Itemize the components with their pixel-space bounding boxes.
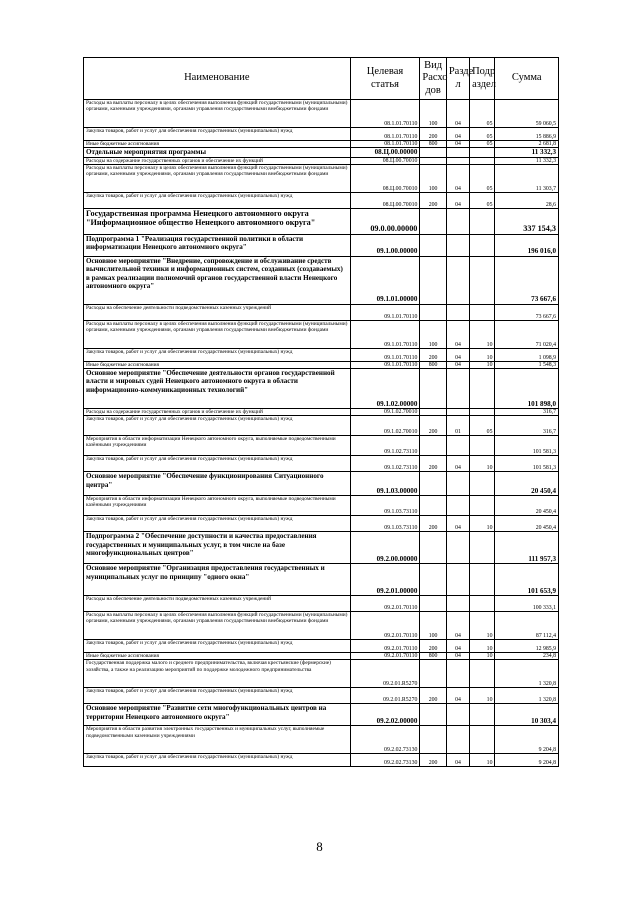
cell-name: Закупка товаров, работ и услуг для обеспечения государственных (муниципальных) нужд <box>84 348 351 361</box>
cell-code: 09.2.02.00000 <box>350 704 420 726</box>
cell-podr: 05 <box>470 416 495 436</box>
cell-razd: 04 <box>446 164 469 192</box>
cell-name: Закупка товаров, работ и услуг для обеспечения государственных (муниципальных) нужд <box>84 640 351 653</box>
cell-sum: 111 957,3 <box>495 532 559 564</box>
cell-podr: 10 <box>470 612 495 640</box>
cell-vid <box>420 369 446 409</box>
cell-sum: 11 332,3 <box>495 148 559 157</box>
cell-sum: 11 332,3 <box>495 157 559 164</box>
page-number: 8 <box>316 839 323 854</box>
cell-razd: 04 <box>446 320 469 348</box>
cell-name: Основное мероприятие "Обеспечение функционирования Ситуационного центра" <box>84 472 351 496</box>
cell-name: Расходы на выплаты персоналу в целях обеспечения выполнения функций государственными (муниципальными) органами, казенными учреждениями, органами управления государственными внебюджетными фондами <box>84 612 351 640</box>
cell-razd: 01 <box>446 416 469 436</box>
cell-sum: 11 303,7 <box>495 164 559 192</box>
cell-vid: 200 <box>420 456 446 472</box>
cell-razd: 04 <box>446 128 469 141</box>
cell-vid <box>420 496 446 516</box>
cell-name: Подпрограмма 2 "Обеспечение доступности и качества предоставления государственных и муниципальных услуг, в том числе на базе многофункциональных центров" <box>84 532 351 564</box>
cell-name: Иные бюджетные ассигнования <box>84 361 351 368</box>
cell-code: 09.1.01.70110 <box>350 304 420 320</box>
cell-vid <box>420 304 446 320</box>
cell-name: Отдельные мероприятия программы <box>84 148 351 157</box>
cell-vid: 200 <box>420 416 446 436</box>
cell-code: 09.1.02.70010 <box>350 416 420 436</box>
cell-sum: 9 204,8 <box>495 754 559 767</box>
cell-code: 09.0.00.00000 <box>350 208 420 234</box>
cell-podr <box>470 208 495 234</box>
cell-sum: 20 450,4 <box>495 472 559 496</box>
header-vid: Вид Расхо дов <box>420 58 446 100</box>
table-row <box>84 348 559 361</box>
cell-sum: 59 060,5 <box>495 100 559 128</box>
cell-sum: 9 204,8 <box>495 726 559 754</box>
cell-razd <box>446 704 469 726</box>
cell-sum: 73 667,6 <box>495 304 559 320</box>
cell-podr: 10 <box>470 653 495 660</box>
cell-code: 09.2.01.00000 <box>350 564 420 596</box>
cell-name: Государственная поддержка малого и среднего предпринимательства, включая крестьянские (фермерские) хозяйства, а также на реализацию мероприятий по поддержке молодежного предпринимательства <box>84 660 351 688</box>
cell-vid <box>420 660 446 688</box>
cell-podr <box>470 704 495 726</box>
cell-sum: 1 098,9 <box>495 348 559 361</box>
cell-vid <box>420 256 446 304</box>
cell-name: Мероприятия в области информатизации Ненецкого автономного округа, выполняемые подведомственными казёнными учреждениями <box>84 436 351 456</box>
cell-podr: 05 <box>470 141 495 148</box>
header-sum: Сумма <box>495 58 559 100</box>
cell-code: 09.1.01.70110 <box>350 320 420 348</box>
cell-code: 08.1.01.70110 <box>350 128 420 141</box>
cell-name: Закупка товаров, работ и услуг для обеспечения государственных (муниципальных) нужд <box>84 128 351 141</box>
cell-code: 09.2.01.70110 <box>350 596 420 612</box>
cell-name: Мероприятия в области информатизации Ненецкого автономного округа, выполняемые подведомственными казёнными учреждениями <box>84 496 351 516</box>
cell-razd <box>446 532 469 564</box>
cell-name: Расходы на выплаты персоналу в целях обеспечения выполнения функций государственными (муниципальными) органами, казенными учреждениями, органами управления государственными внебюджетными фондами <box>84 164 351 192</box>
cell-sum: 10 303,4 <box>495 704 559 726</box>
cell-vid <box>420 472 446 496</box>
cell-razd <box>446 369 469 409</box>
cell-sum: 101 581,3 <box>495 456 559 472</box>
cell-vid <box>420 704 446 726</box>
cell-name: Мероприятия в области развития электронных государственных и муниципальных услуг, выполняемые подведомственными казенными учреждениями <box>84 726 351 754</box>
cell-sum: 20 450,4 <box>495 516 559 532</box>
table-row <box>84 532 559 564</box>
cell-podr: 05 <box>470 128 495 141</box>
cell-code: 08.Ц.00.70010 <box>350 157 420 164</box>
cell-sum: 71 020,4 <box>495 320 559 348</box>
table-row <box>84 361 559 368</box>
cell-razd <box>446 256 469 304</box>
cell-code: 09.1.03.73110 <box>350 496 420 516</box>
cell-razd: 04 <box>446 653 469 660</box>
cell-name: Иные бюджетные ассигнования <box>84 141 351 148</box>
cell-code: 08.Ц.00.70010 <box>350 164 420 192</box>
cell-code: 08.1.01.70110 <box>350 100 420 128</box>
header-name: Наименование <box>84 58 351 100</box>
cell-vid: 800 <box>420 361 446 368</box>
cell-podr: 10 <box>470 361 495 368</box>
table-row <box>84 754 559 767</box>
table-row <box>84 436 559 456</box>
table-row <box>84 157 559 164</box>
cell-podr <box>470 369 495 409</box>
cell-sum: 15 886,9 <box>495 128 559 141</box>
cell-razd: 04 <box>446 361 469 368</box>
cell-sum: 20 450,4 <box>495 496 559 516</box>
cell-vid <box>420 409 446 416</box>
cell-name: Закупка товаров, работ и услуг для обеспечения государственных (муниципальных) нужд <box>84 456 351 472</box>
cell-name: Расходы на обеспечение деятельности подведомственных казенных учреждений <box>84 304 351 320</box>
cell-sum: 234,8 <box>495 653 559 660</box>
cell-sum: 12 985,9 <box>495 640 559 653</box>
cell-name: Закупка товаров, работ и услуг для обеспечения государственных (муниципальных) нужд <box>84 688 351 704</box>
table-row <box>84 416 559 436</box>
cell-code: 09.2.01.70110 <box>350 612 420 640</box>
table-row <box>84 256 559 304</box>
cell-podr: 10 <box>470 348 495 361</box>
cell-code: 09.1.03.73110 <box>350 516 420 532</box>
cell-vid <box>420 436 446 456</box>
cell-razd: 04 <box>446 516 469 532</box>
cell-razd <box>446 157 469 164</box>
cell-podr: 10 <box>470 640 495 653</box>
cell-vid: 200 <box>420 516 446 532</box>
cell-podr <box>470 234 495 256</box>
cell-razd: 04 <box>446 456 469 472</box>
cell-name: Подпрограмма 1 "Реализация государственной политики в области информатизации Ненецкого автономного округа" <box>84 234 351 256</box>
cell-podr: 10 <box>470 688 495 704</box>
cell-name: Расходы на выплаты персоналу в целях обеспечения выполнения функций государственными (муниципальными) органами, казенными учреждениями, органами управления государственными внебюджетными фондами <box>84 100 351 128</box>
table-row <box>84 320 559 348</box>
cell-podr: 10 <box>470 754 495 767</box>
cell-code: 09.1.03.00000 <box>350 472 420 496</box>
cell-name: Расходы на выплаты персоналу в целях обеспечения выполнения функций государственными (муниципальными) органами, казенными учреждениями, органами управления государственными внебюджетными фондами <box>84 320 351 348</box>
cell-code: 09.2.00.00000 <box>350 532 420 564</box>
cell-name: Иные бюджетные ассигнования <box>84 653 351 660</box>
cell-name: Расходы на обеспечение деятельности подведомственных казенных учреждений <box>84 596 351 612</box>
cell-name: Закупка товаров, работ и услуг для обеспечения государственных (муниципальных) нужд <box>84 416 351 436</box>
cell-code: 09.1.02.73110 <box>350 456 420 472</box>
cell-sum: 100 333,1 <box>495 596 559 612</box>
cell-razd <box>446 208 469 234</box>
cell-razd: 04 <box>446 640 469 653</box>
cell-razd <box>446 409 469 416</box>
table-row <box>84 472 559 496</box>
table-row <box>84 516 559 532</box>
cell-podr: 05 <box>470 100 495 128</box>
table-row <box>84 612 559 640</box>
cell-vid: 200 <box>420 192 446 208</box>
cell-name: Основное мероприятие "Внедрение, сопровождение и обслуживание средств вычислительной техники и информационных систем, созданных (создаваемых) в рамках реализации полномочий органов государственной власти Ненецкого автономного округа" <box>84 256 351 304</box>
cell-sum: 101 653,9 <box>495 564 559 596</box>
cell-sum: 1 320,8 <box>495 688 559 704</box>
header-podr: Подр аздел <box>470 58 495 100</box>
cell-razd: 04 <box>446 141 469 148</box>
table-row <box>84 660 559 688</box>
table-row <box>84 369 559 409</box>
cell-code: 09.1.02.00000 <box>350 369 420 409</box>
cell-vid: 200 <box>420 640 446 653</box>
cell-name: Основное мероприятие "Обеспечение деятельности органов государственной власти и мировых судей Ненецкого автономного округа в области информационно-коммуникационных технологий" <box>84 369 351 409</box>
cell-razd: 04 <box>446 612 469 640</box>
cell-name: Расходы на содержание государственных органов и обеспечение их функций <box>84 409 351 416</box>
cell-podr: 05 <box>470 192 495 208</box>
cell-sum: 87 112,4 <box>495 612 559 640</box>
cell-vid: 800 <box>420 653 446 660</box>
cell-vid: 200 <box>420 128 446 141</box>
cell-razd <box>446 726 469 754</box>
cell-podr <box>470 148 495 157</box>
cell-name: Основное мероприятие "Развитие сети многофункциональных центров на территории Ненецкого автономного округа" <box>84 704 351 726</box>
cell-vid: 800 <box>420 141 446 148</box>
cell-podr <box>470 532 495 564</box>
cell-vid: 200 <box>420 348 446 361</box>
cell-code: 08.1.01.70110 <box>350 141 420 148</box>
cell-vid <box>420 532 446 564</box>
table-row <box>84 208 559 234</box>
table-header-row <box>84 58 559 100</box>
cell-podr: 10 <box>470 516 495 532</box>
table-row <box>84 141 559 148</box>
cell-sum: 1 548,3 <box>495 361 559 368</box>
cell-code: 09.1.01.00000 <box>350 256 420 304</box>
cell-code: 09.1.01.70110 <box>350 348 420 361</box>
cell-vid <box>420 564 446 596</box>
cell-code: 09.1.02.70010 <box>350 409 420 416</box>
cell-podr <box>470 409 495 416</box>
cell-podr <box>470 596 495 612</box>
cell-vid: 100 <box>420 612 446 640</box>
cell-razd <box>446 234 469 256</box>
table-row <box>84 409 559 416</box>
header-razd: Разде л <box>446 58 469 100</box>
cell-podr: 10 <box>470 456 495 472</box>
cell-vid <box>420 726 446 754</box>
cell-name: Основное мероприятие "Организация предоставления государственных и муниципальных услуг по принципу "одного окна" <box>84 564 351 596</box>
cell-razd <box>446 304 469 320</box>
cell-podr <box>470 660 495 688</box>
table-row <box>84 688 559 704</box>
cell-vid <box>420 596 446 612</box>
cell-name: Закупка товаров, работ и услуг для обеспечения государственных (муниципальных) нужд <box>84 192 351 208</box>
cell-razd: 04 <box>446 192 469 208</box>
cell-sum: 196 016,0 <box>495 234 559 256</box>
cell-podr <box>470 304 495 320</box>
cell-vid: 100 <box>420 164 446 192</box>
cell-razd: 04 <box>446 348 469 361</box>
cell-podr <box>470 496 495 516</box>
cell-name: Расходы на содержание государственных органов и обеспечение их функций <box>84 157 351 164</box>
cell-code: 09.1.01.70110 <box>350 361 420 368</box>
cell-sum: 1 320,8 <box>495 660 559 688</box>
cell-podr: 05 <box>470 164 495 192</box>
cell-vid <box>420 234 446 256</box>
table-row <box>84 596 559 612</box>
cell-sum: 101 898,0 <box>495 369 559 409</box>
table-row <box>84 128 559 141</box>
cell-vid <box>420 157 446 164</box>
cell-vid: 200 <box>420 754 446 767</box>
cell-sum: 101 581,3 <box>495 436 559 456</box>
budget-table <box>83 57 559 767</box>
cell-podr <box>470 564 495 596</box>
cell-razd: 04 <box>446 100 469 128</box>
cell-name: Государственная программа Ненецкого автономного округа "Информационное общество Ненецкого автономного округа" <box>84 208 351 234</box>
cell-razd: 04 <box>446 754 469 767</box>
cell-podr: 10 <box>470 320 495 348</box>
cell-code: 09.2.02.73130 <box>350 726 420 754</box>
cell-vid: 100 <box>420 100 446 128</box>
cell-podr <box>470 472 495 496</box>
cell-code: 08.Ц.00.70010 <box>350 192 420 208</box>
table-row <box>84 456 559 472</box>
cell-sum: 316,7 <box>495 416 559 436</box>
cell-sum: 316,7 <box>495 409 559 416</box>
table-row <box>84 564 559 596</box>
table-row <box>84 653 559 660</box>
cell-razd <box>446 660 469 688</box>
cell-code: 09.2.01.R5270 <box>350 688 420 704</box>
cell-podr <box>470 726 495 754</box>
table-row <box>84 164 559 192</box>
table-row <box>84 304 559 320</box>
table-row <box>84 726 559 754</box>
cell-razd <box>446 148 469 157</box>
cell-vid <box>420 208 446 234</box>
cell-razd <box>446 472 469 496</box>
table-row <box>84 704 559 726</box>
cell-sum: 73 667,6 <box>495 256 559 304</box>
cell-vid <box>420 148 446 157</box>
cell-code: 09.1.02.73110 <box>350 436 420 456</box>
cell-code: 09.2.01.70110 <box>350 653 420 660</box>
table-row <box>84 640 559 653</box>
cell-razd: 04 <box>446 688 469 704</box>
cell-code: 09.2.01.70110 <box>350 640 420 653</box>
table-row <box>84 234 559 256</box>
cell-podr <box>470 157 495 164</box>
cell-sum: 2 681,8 <box>495 141 559 148</box>
cell-sum: 28,6 <box>495 192 559 208</box>
cell-vid: 100 <box>420 320 446 348</box>
cell-razd <box>446 596 469 612</box>
cell-razd <box>446 496 469 516</box>
cell-code: 09.2.01.R5270 <box>350 660 420 688</box>
table-row <box>84 192 559 208</box>
table-row <box>84 496 559 516</box>
cell-code: 09.1.00.00000 <box>350 234 420 256</box>
cell-code: 09.2.02.73130 <box>350 754 420 767</box>
table-row <box>84 100 559 128</box>
cell-sum: 337 154,3 <box>495 208 559 234</box>
table-body <box>84 100 559 767</box>
cell-podr <box>470 256 495 304</box>
cell-vid: 200 <box>420 688 446 704</box>
cell-name: Закупка товаров, работ и услуг для обеспечения государственных (муниципальных) нужд <box>84 516 351 532</box>
cell-podr <box>470 436 495 456</box>
table-row <box>84 148 559 157</box>
cell-name: Закупка товаров, работ и услуг для обеспечения государственных (муниципальных) нужд <box>84 754 351 767</box>
cell-razd <box>446 564 469 596</box>
cell-code: 08.Ц.00.00000 <box>350 148 420 157</box>
cell-razd <box>446 436 469 456</box>
header-code: Целевая статья <box>350 58 420 100</box>
